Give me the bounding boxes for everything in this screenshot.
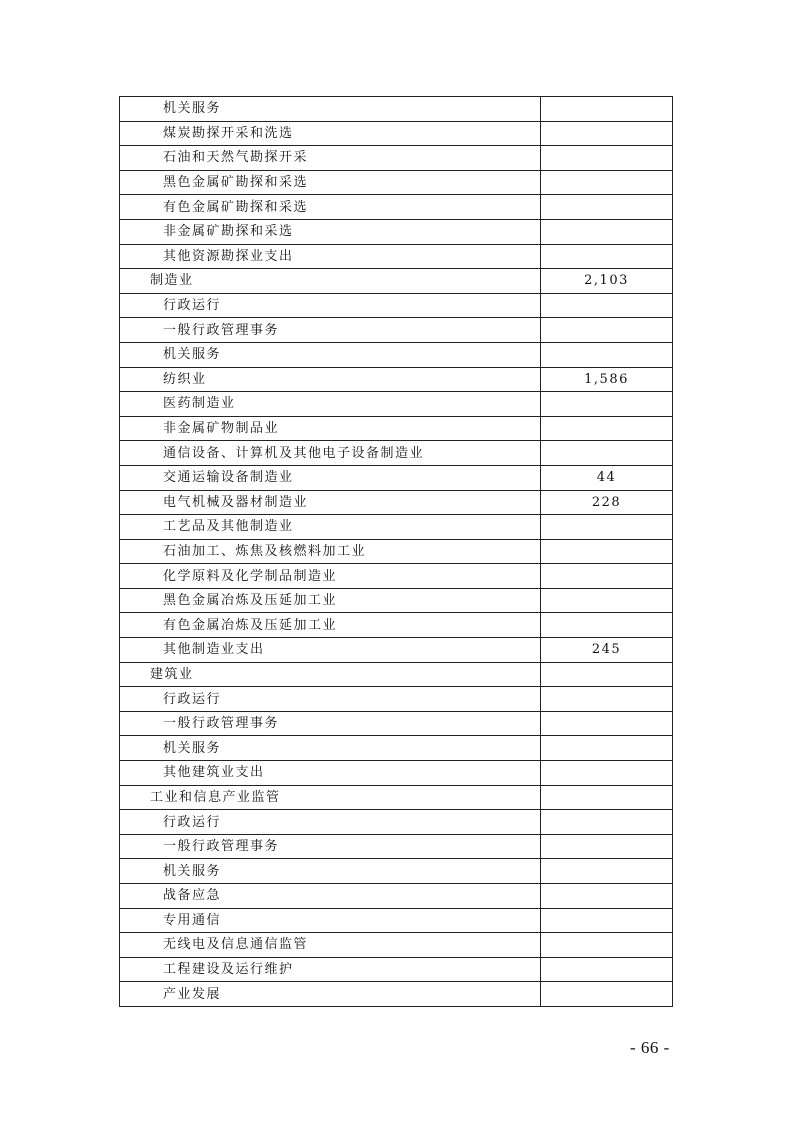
amount-cell: 228 bbox=[541, 490, 673, 515]
category-name-cell: 行政运行 bbox=[120, 293, 541, 318]
amount-cell bbox=[541, 834, 673, 859]
category-name-cell: 机关服务 bbox=[120, 736, 541, 761]
amount-cell bbox=[541, 736, 673, 761]
table-row bbox=[120, 195, 673, 220]
amount-cell bbox=[541, 515, 673, 540]
category-name-cell: 产业发展 bbox=[120, 982, 541, 1007]
amount-cell bbox=[541, 97, 673, 122]
amount-cell bbox=[541, 933, 673, 958]
table-row bbox=[120, 441, 673, 466]
table-row bbox=[120, 884, 673, 909]
category-name-cell: 战备应急 bbox=[120, 884, 541, 909]
category-name-cell: 行政运行 bbox=[120, 687, 541, 712]
category-name-cell: 非金属矿勘探和采选 bbox=[120, 219, 541, 244]
category-name-cell: 机关服务 bbox=[120, 859, 541, 884]
amount-cell bbox=[541, 564, 673, 589]
table-row bbox=[120, 834, 673, 859]
category-name-cell: 工业和信息产业监管 bbox=[120, 785, 541, 810]
table-row bbox=[120, 170, 673, 195]
table-row bbox=[120, 662, 673, 687]
budget-table-body bbox=[120, 97, 673, 1007]
category-name-cell: 石油加工、炼焦及核燃料加工业 bbox=[120, 539, 541, 564]
amount-cell: 44 bbox=[541, 465, 673, 490]
amount-cell bbox=[541, 859, 673, 884]
category-name-cell: 工艺品及其他制造业 bbox=[120, 515, 541, 540]
amount-cell bbox=[541, 342, 673, 367]
table-row bbox=[120, 97, 673, 122]
table-row bbox=[120, 810, 673, 835]
amount-cell bbox=[541, 957, 673, 982]
category-name-cell: 一般行政管理事务 bbox=[120, 834, 541, 859]
table-row bbox=[120, 465, 673, 490]
category-name-cell: 专用通信 bbox=[120, 908, 541, 933]
amount-cell bbox=[541, 687, 673, 712]
amount-cell bbox=[541, 170, 673, 195]
amount-cell bbox=[541, 613, 673, 638]
category-name-cell: 交通运输设备制造业 bbox=[120, 465, 541, 490]
category-name-cell: 制造业 bbox=[120, 269, 541, 294]
table-row bbox=[120, 859, 673, 884]
table-row bbox=[120, 318, 673, 343]
table-row bbox=[120, 957, 673, 982]
amount-cell bbox=[541, 318, 673, 343]
category-name-cell: 黑色金属冶炼及压延加工业 bbox=[120, 588, 541, 613]
amount-cell bbox=[541, 441, 673, 466]
table-row bbox=[120, 933, 673, 958]
amount-cell bbox=[541, 539, 673, 564]
category-name-cell: 医药制造业 bbox=[120, 392, 541, 417]
table-row bbox=[120, 785, 673, 810]
amount-cell bbox=[541, 416, 673, 441]
category-name-cell: 石油和天然气勘探开采 bbox=[120, 146, 541, 171]
table-row bbox=[120, 761, 673, 786]
amount-cell bbox=[541, 219, 673, 244]
table-row bbox=[120, 908, 673, 933]
table-row bbox=[120, 687, 673, 712]
table-row bbox=[120, 392, 673, 417]
table-row bbox=[120, 736, 673, 761]
amount-cell bbox=[541, 662, 673, 687]
page-number: - 66 - bbox=[630, 1038, 670, 1057]
amount-cell bbox=[541, 982, 673, 1007]
amount-cell bbox=[541, 244, 673, 269]
amount-cell bbox=[541, 293, 673, 318]
table-row bbox=[120, 613, 673, 638]
amount-cell bbox=[541, 810, 673, 835]
amount-cell bbox=[541, 908, 673, 933]
amount-cell bbox=[541, 392, 673, 417]
category-name-cell: 化学原料及化学制品制造业 bbox=[120, 564, 541, 589]
table-row bbox=[120, 588, 673, 613]
category-name-cell: 其他制造业支出 bbox=[120, 638, 541, 663]
category-name-cell: 机关服务 bbox=[120, 97, 541, 122]
table-row bbox=[120, 539, 673, 564]
table-row bbox=[120, 416, 673, 441]
amount-cell bbox=[541, 785, 673, 810]
table-row bbox=[120, 711, 673, 736]
category-name-cell: 无线电及信息通信监管 bbox=[120, 933, 541, 958]
table-row bbox=[120, 219, 673, 244]
amount-cell bbox=[541, 146, 673, 171]
category-name-cell: 通信设备、计算机及其他电子设备制造业 bbox=[120, 441, 541, 466]
table-row bbox=[120, 121, 673, 146]
category-name-cell: 其他资源勘探业支出 bbox=[120, 244, 541, 269]
table-row bbox=[120, 490, 673, 515]
category-name-cell: 建筑业 bbox=[120, 662, 541, 687]
category-name-cell: 有色金属矿勘探和采选 bbox=[120, 195, 541, 220]
table-row bbox=[120, 244, 673, 269]
table-row bbox=[120, 293, 673, 318]
table-row bbox=[120, 269, 673, 294]
table-row bbox=[120, 564, 673, 589]
amount-cell bbox=[541, 195, 673, 220]
amount-cell bbox=[541, 761, 673, 786]
amount-cell bbox=[541, 588, 673, 613]
category-name-cell: 纺织业 bbox=[120, 367, 541, 392]
table-row bbox=[120, 146, 673, 171]
amount-cell: 245 bbox=[541, 638, 673, 663]
category-name-cell: 工程建设及运行维护 bbox=[120, 957, 541, 982]
budget-table bbox=[119, 96, 673, 1007]
category-name-cell: 一般行政管理事务 bbox=[120, 318, 541, 343]
amount-cell bbox=[541, 711, 673, 736]
amount-cell bbox=[541, 121, 673, 146]
table-row bbox=[120, 638, 673, 663]
amount-cell: 1,586 bbox=[541, 367, 673, 392]
amount-cell bbox=[541, 884, 673, 909]
category-name-cell: 非金属矿物制品业 bbox=[120, 416, 541, 441]
category-name-cell: 机关服务 bbox=[120, 342, 541, 367]
table-row bbox=[120, 515, 673, 540]
category-name-cell: 煤炭勘探开采和洗选 bbox=[120, 121, 541, 146]
category-name-cell: 一般行政管理事务 bbox=[120, 711, 541, 736]
category-name-cell: 黑色金属矿勘探和采选 bbox=[120, 170, 541, 195]
amount-cell: 2,103 bbox=[541, 269, 673, 294]
category-name-cell: 其他建筑业支出 bbox=[120, 761, 541, 786]
category-name-cell: 有色金属冶炼及压延加工业 bbox=[120, 613, 541, 638]
category-name-cell: 电气机械及器材制造业 bbox=[120, 490, 541, 515]
category-name-cell: 行政运行 bbox=[120, 810, 541, 835]
table-row bbox=[120, 367, 673, 392]
table-row bbox=[120, 342, 673, 367]
table-row bbox=[120, 982, 673, 1007]
